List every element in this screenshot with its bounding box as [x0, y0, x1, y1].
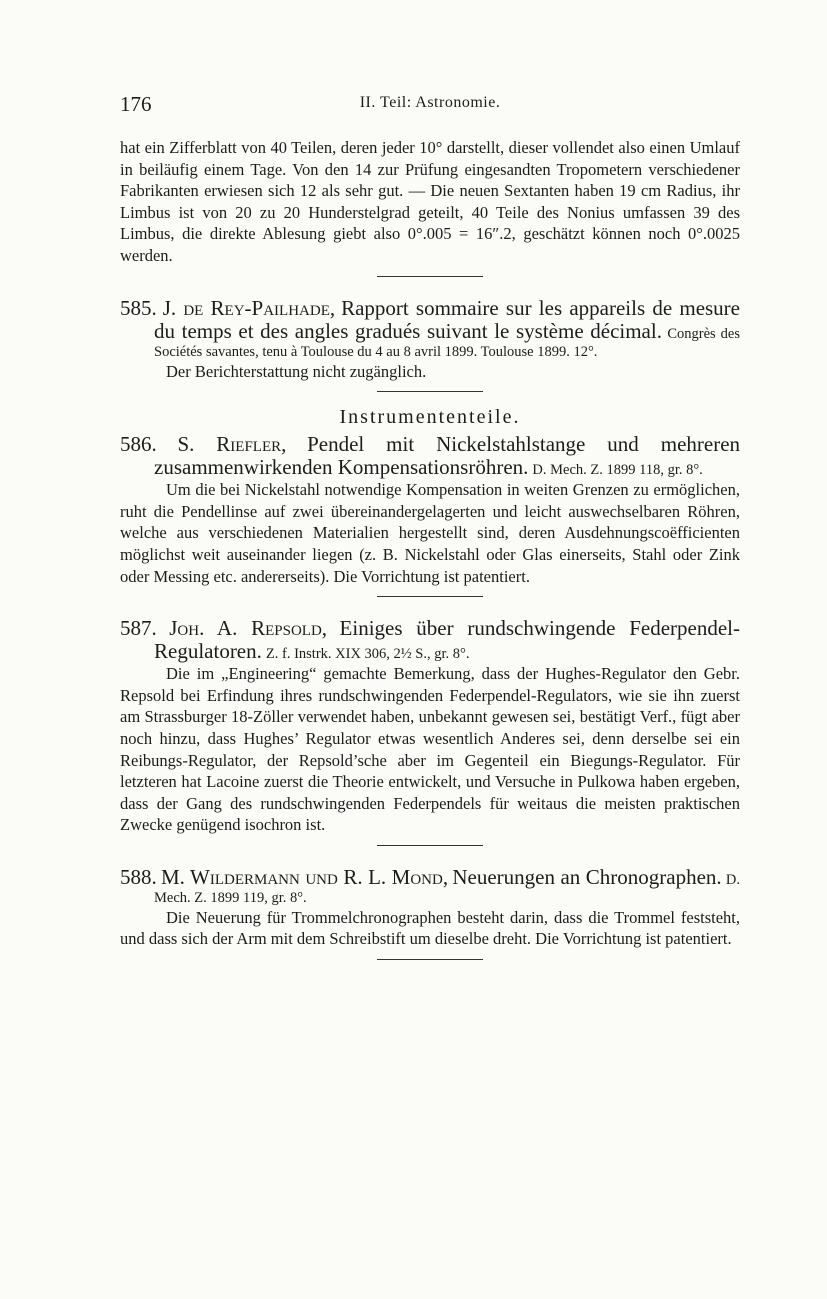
divider	[377, 276, 483, 277]
entry-title: Pendel mit Nickelstahlstange und mehreren zusammenwirkenden Kompensationsröhren.	[154, 432, 741, 480]
divider	[377, 845, 483, 846]
entry-body: Die im „Engineering“ gemachte Bemerkung, dass der Hughes-Regulator den Gebr. Repsold bei Erfindung ihres rundschwingenden Federpendel-Regulators, wie sie ihn zuerst am Strassburger 18-Zöller verwendet haben, unbekannt gewesen sei, bestätigt Verf., fügt aber noch hinzu, dass Hughes’ Regulator etwas wesentlich Anderes sei, denn derselbe sei ein Reibungs-Regulator, der Repsold’sche aber im Gegenteil ein Biegungs-Regulator. Für letzteren hat Lacoine zuerst die Theorie entwickelt, und Versuche in Pulkowa haben ergeben, dass der Gang des rundschwingenden Federpendels für weitaus die meisten praktischen Zwecke genügend isochron ist.	[120, 664, 740, 835]
entry-heading	[120, 433, 740, 479]
entry-title: Neuerungen an Chronographen.	[452, 864, 722, 889]
entry-source: D. Mech. Z. 1899 119, gr. 8°.	[154, 871, 741, 906]
entry-author: J. de Rey-Pailhade,	[162, 295, 336, 320]
divider	[377, 391, 483, 392]
page-number: 176	[120, 92, 152, 116]
entry-heading	[120, 866, 740, 907]
continuation-paragraph: hat ein Zifferblatt von 40 Teilen, deren jeder 10° darstellt, dieser vollendet also einen Umlauf in beiläufig einem Tage. Von den 14 zur Prüfung eingesandten Tropometern verschiedener Fabrikanten erwiesen sich 12 als sehr gut. — Die neuen Sextanten haben 19 cm Radius, ihr Limbus ist von 20 zu 20 Hunderstelgrad geteilt, 40 Teile des Nonius umfassen 39 des Limbus, die direkte Ablesung giebt also 0°.005 = 16″.2, geschätzt können noch 0°.0025 werden.	[120, 138, 740, 265]
text-column	[120, 137, 740, 980]
entry-source: Z. f. Instrk. XIX 306, 2½ S., gr. 8°.	[265, 646, 470, 663]
entry-title: Rapport sommaire sur les appareils de mesure du temps et des angles gradués suivant le système décimal.	[154, 295, 740, 343]
page-header	[120, 92, 740, 116]
entry-author: M. Wildermann und R. L. Mond,	[161, 864, 449, 889]
entry-heading	[120, 617, 740, 663]
entry-588	[120, 866, 740, 950]
entry-number: 587.	[120, 616, 157, 641]
entry-585	[120, 297, 740, 383]
entry-body: Die Neuerung für Trommelchronographen besteht darin, dass die Trommel feststeht, und dass sich der Arm mit dem Schreibstift um dieselbe dreht. Die Vorrichtung ist patentiert.	[120, 907, 740, 949]
entry-heading	[120, 297, 740, 361]
entry-author: Joh. A. Repsold,	[169, 616, 328, 641]
entry-number: 586.	[120, 432, 157, 457]
section-heading: Instrumententeile.	[339, 406, 521, 429]
entry-title: Einiges über rundschwingende Federpendel-Regulatoren.	[154, 616, 740, 664]
entry-587	[120, 617, 740, 836]
entry-number: 588.	[120, 864, 157, 889]
entry-author: S. Riefler,	[177, 432, 287, 457]
divider	[377, 959, 483, 960]
entry-number: 585.	[120, 295, 157, 320]
entry-note: Der Berichterstattung nicht zugänglich.	[166, 361, 427, 381]
entry-586	[120, 433, 740, 587]
entry-source: Congrès des Sociétés savantes, tenu à Toulouse du 4 au 8 avril 1899. Toulouse 1899. 12°.	[154, 325, 740, 360]
divider	[377, 596, 483, 597]
running-head: II. Teil: Astronomie.	[359, 94, 501, 111]
entry-body: Um die bei Nickelstahl notwendige Kompensation in weiten Grenzen zu ermöglichen, ruht die Pendellinse auf zwei übereinandergelagerten und leicht auswechselbaren Röhren, welche aus verschiedenen Materialien hergestellt sind, deren Ausdehnungscoëfficienten möglichst weit auseinander liegen (z. B. Nickelstahl oder Glas einerseits, Stahl oder Zink oder Messing etc. andererseits). Die Vorrichtung ist patentiert.	[120, 480, 740, 586]
entry-source: D. Mech. Z. 1899 118, gr. 8°.	[532, 462, 703, 479]
